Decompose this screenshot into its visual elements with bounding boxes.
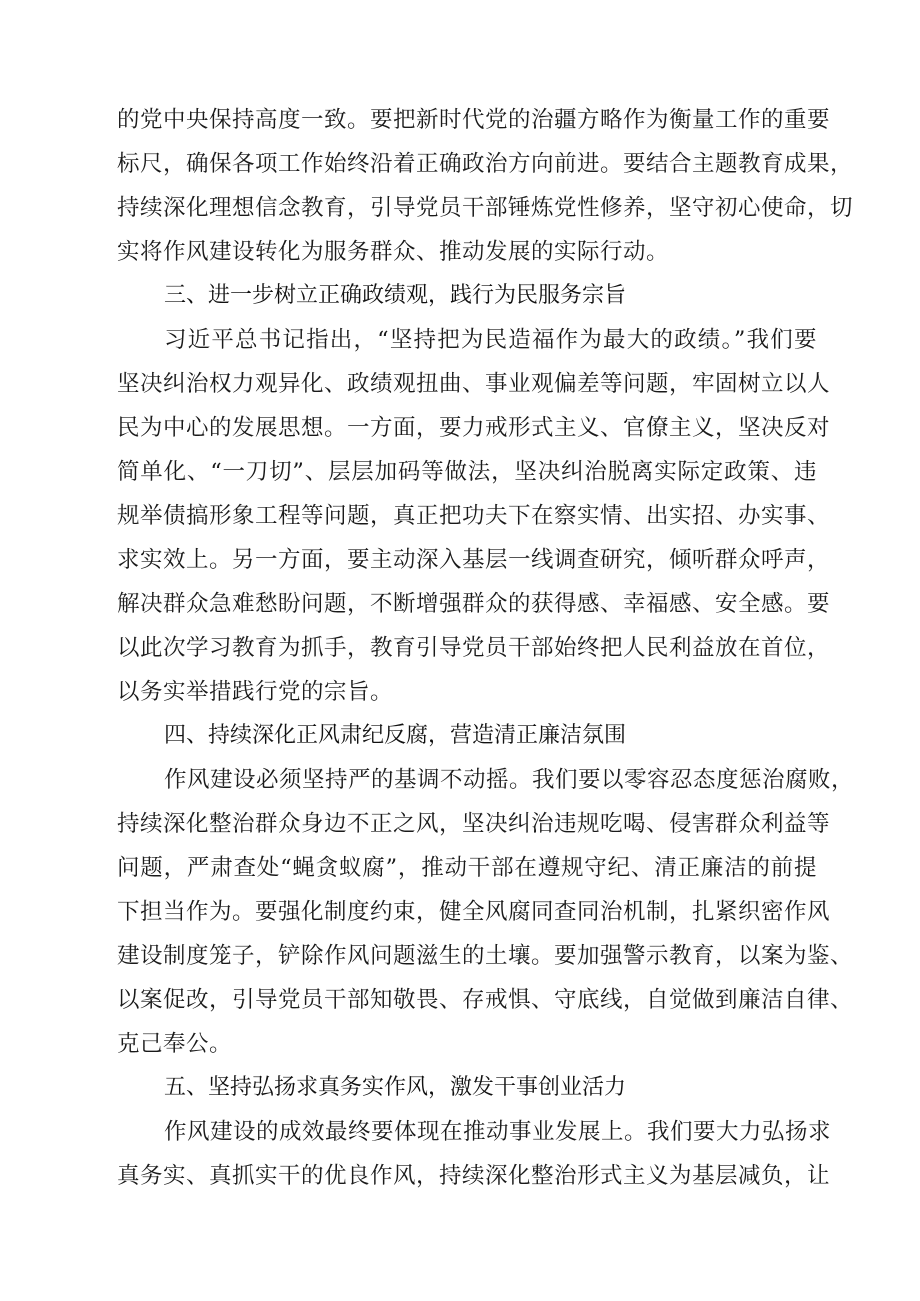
paragraph-line: 的党中央保持高度一致。要把新时代党的治疆方略作为衡量工作的重要 [117,107,831,133]
section-heading-5: 五、坚持弘扬求真务实作风，激发干事创业活力 [164,1075,627,1100]
paragraph-line: 以案促改，引导党员干部知敬畏、存戒惧、守底线，自觉做到廉洁自律、 [117,987,854,1013]
paragraph-line: 简单化、“一刀切”、层层加码等做法，坚决纠治脱离实际定政策、违 [117,459,817,485]
paragraph-line: 标尺，确保各项工作始终沿着正确政治方向前进。要结合主题教育成果， [117,151,854,177]
paragraph-line: 问题，严肃查处“蝇贪蚁腐”，推动干部在遵规守纪、清正廉洁的前提 [117,855,817,881]
paragraph-line: 建设制度笼子，铲除作风问题滋生的土壤。要加强警示教育，以案为鉴、 [117,943,854,969]
paragraph-line: 习近平总书记指出，“坚持把为民造福作为最大的政绩。”我们要 [164,327,817,353]
paragraph-line: 以务实举措践行党的宗旨。 [117,679,394,705]
paragraph-line: 持续深化理想信念教育，引导党员干部锤炼党性修养，坚守初心使命，切 [117,195,854,221]
section-heading-3: 三、进一步树立正确政绩观，践行为民服务宗旨 [164,283,627,308]
paragraph-line: 作风建设的成效最终要体现在推动事业发展上。我们要大力弘扬求 [164,1119,832,1145]
paragraph-line: 作风建设必须坚持严的基调不动摇。我们要以零容忍态度惩治腐败， [164,767,855,793]
paragraph-line: 民为中心的发展思想。一方面，要力戒形式主义、官僚主义，坚决反对 [117,415,831,441]
paragraph-line: 真务实、真抓实干的优良作风，持续深化整治形式主义为基层减负，让 [117,1163,831,1189]
paragraph-line: 以此次学习教育为抓手，教育引导党员干部始终把人民利益放在首位， [117,635,831,661]
paragraph-line: 实将作风建设转化为服务群众、推动发展的实际行动。 [117,239,670,265]
paragraph-line: 解决群众急难愁盼问题，不断增强群众的获得感、幸福感、安全感。要 [117,591,831,617]
section-heading-4: 四、持续深化正风肃纪反腐，营造清正廉洁氛围 [164,723,627,748]
paragraph-line: 持续深化整治群众身边不正之风，坚决纠治违规吃喝、侵害群众利益等 [117,811,831,837]
paragraph-line: 规举债搞形象工程等问题，真正把功夫下在察实情、出实招、办实事、 [117,503,831,529]
paragraph-line: 下担当作为。要强化制度约束，健全风腐同查同治机制，扎紧织密作风 [117,899,831,925]
paragraph-line: 坚决纠治权力观异化、政绩观扭曲、事业观偏差等问题，牢固树立以人 [117,371,831,397]
paragraph-line: 克己奉公。 [117,1031,233,1057]
paragraph-line: 求实效上。另一方面，要主动深入基层一线调查研究，倾听群众呼声， [117,547,831,573]
